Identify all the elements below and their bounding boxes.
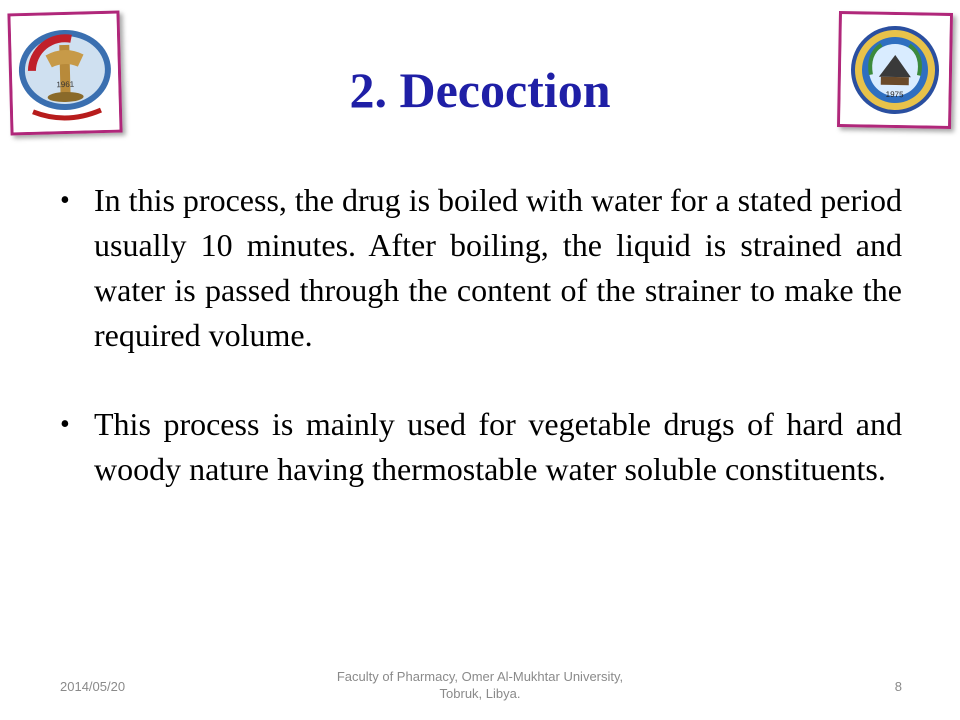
bullet-text: This process is mainly used for vegetable drugs of hard and woody nature having thermostable water soluble constituents. bbox=[94, 406, 902, 487]
bullet-item bbox=[60, 402, 902, 492]
bullet-list bbox=[60, 178, 902, 492]
bullet-item bbox=[60, 178, 902, 358]
footer-institution: Faculty of Pharmacy, Omer Al-Mukhtar University, Tobruk, Libya. bbox=[336, 669, 624, 701]
svg-text:1975: 1975 bbox=[885, 89, 904, 100]
svg-text:1961: 1961 bbox=[56, 79, 75, 90]
slide-title: 2. Decoction bbox=[349, 62, 611, 118]
bullet-marker: • bbox=[60, 409, 70, 440]
bullet-marker: • bbox=[60, 185, 70, 216]
bullet-text: In this process, the drug is boiled with water for a stated period usually 10 minutes. After boiling, the liquid is strained and water is passed through the content of the strainer to make the required volume. bbox=[94, 182, 902, 353]
page-number: 8 bbox=[894, 679, 902, 694]
footer-date: 2014/05/20 bbox=[60, 679, 126, 694]
